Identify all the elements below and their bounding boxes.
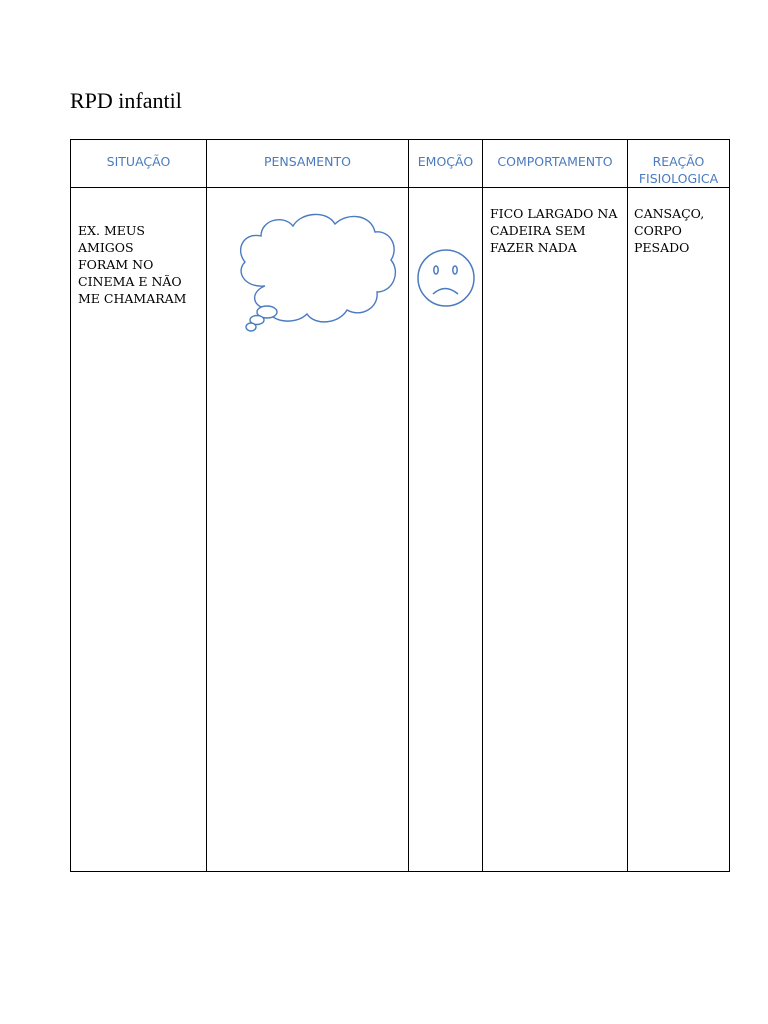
header-emocao: EMOÇÃO [409,140,483,188]
header-reacao-line1: REAÇÃO [652,154,705,169]
header-situacao: SITUAÇÃO [71,140,207,188]
cell-situacao [71,188,207,872]
cell-reacao [628,188,730,872]
situacao-line: FORAM NO [78,257,154,272]
situacao-line: ME CHAMARAM [78,291,187,306]
cell-emocao [409,188,483,872]
reacao-line: PESADO [634,240,690,255]
header-comportamento: COMPORTAMENTO [483,140,628,188]
comportamento-line: CADEIRA SEM [490,223,586,238]
situacao-line: CINEMA E NÃO [78,274,182,289]
situacao-text [71,188,206,307]
table-header-row [71,140,730,188]
comportamento-line: FAZER NADA [490,240,577,255]
reacao-line: CANSAÇO, [634,206,705,221]
thought-cloud-icon [231,210,399,346]
reacao-text [628,188,729,256]
comportamento-text [483,188,627,256]
reacao-line: CORPO [634,223,682,238]
situacao-line: EX. MEUS AMIGOS [78,223,145,255]
page-title: RPD infantil [70,88,182,113]
table-row [71,188,730,872]
header-reacao-line2: FISIOLOGICA [638,171,719,186]
comportamento-line: FICO LARGADO NA [490,206,618,221]
sad-face-icon [415,247,477,309]
header-reacao [628,140,730,188]
rpd-table [70,139,730,872]
cell-comportamento [483,188,628,872]
header-pensamento: PENSAMENTO [207,140,409,188]
cell-pensamento [207,188,409,872]
